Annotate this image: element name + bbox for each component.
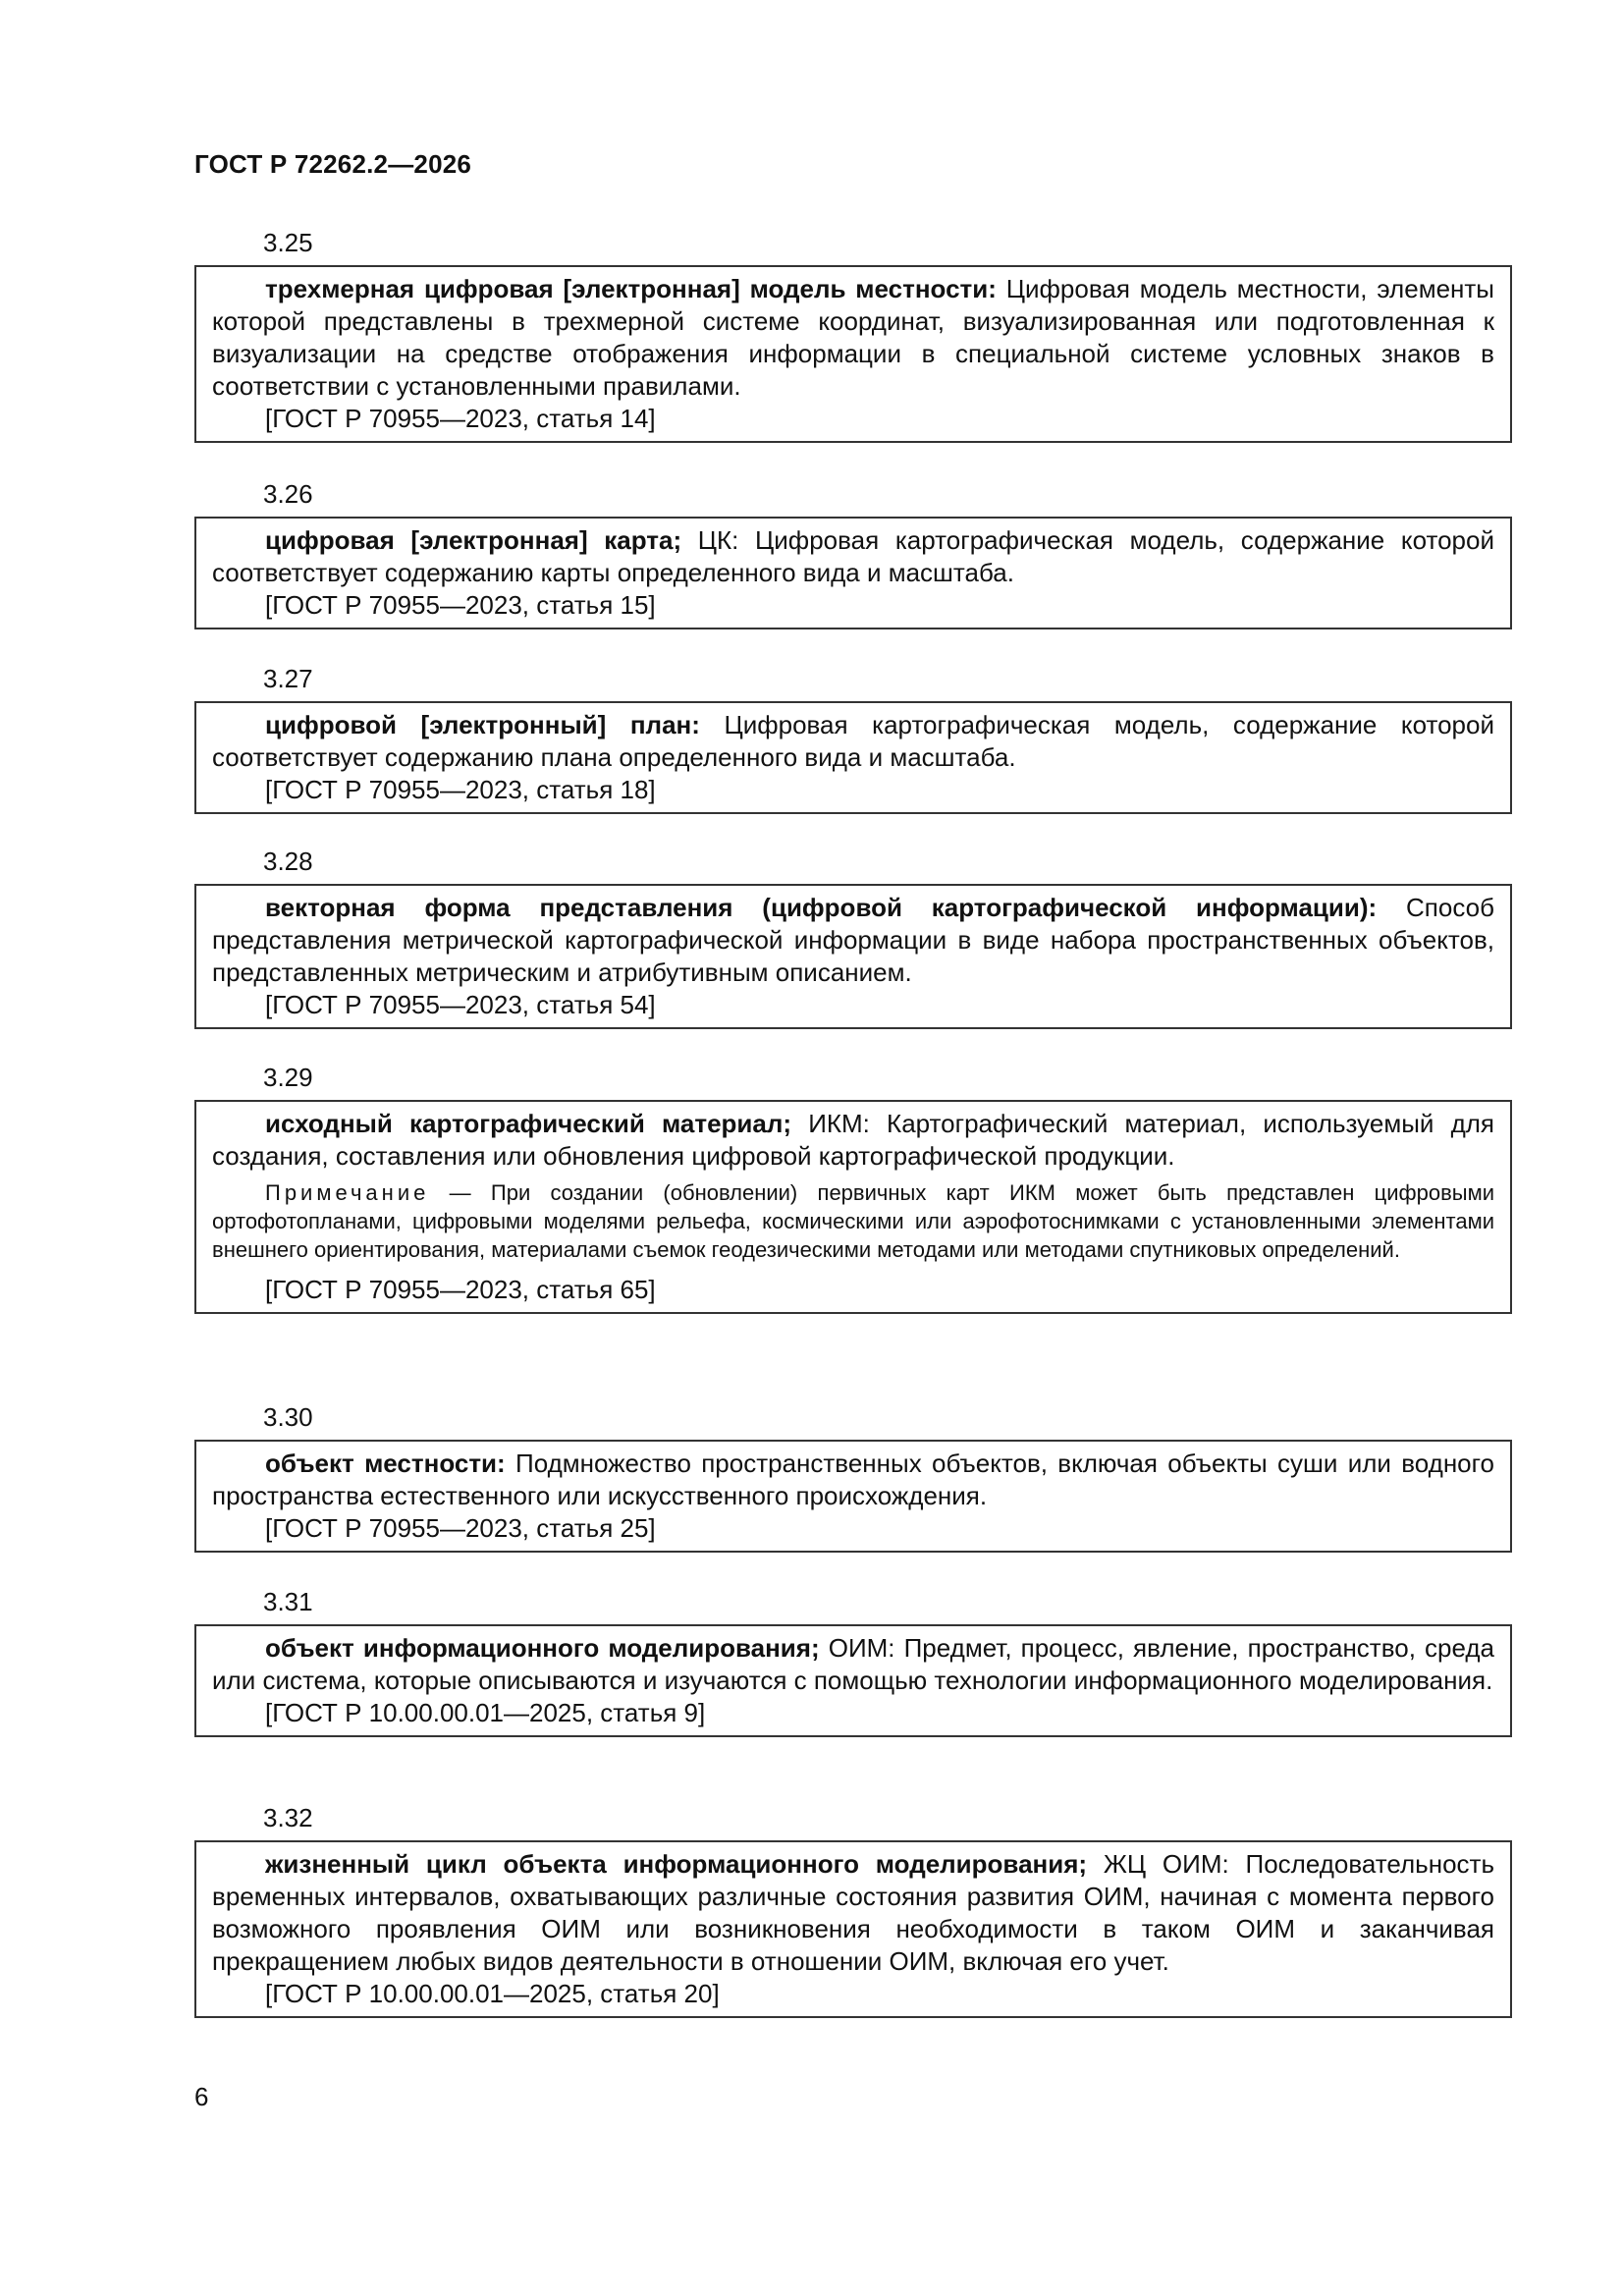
term-definition	[212, 273, 1494, 403]
term-number: 3.28	[263, 847, 313, 876]
term-number: 3.31	[263, 1587, 313, 1616]
term-definition	[212, 1632, 1494, 1697]
term-definition-text: Способ представления метрической картографической информации в виде набора пространственных объектов, представленных метрическим и атрибутивным описанием.	[212, 893, 1494, 987]
page-number: 6	[194, 2082, 209, 2111]
term-number: 3.27	[263, 664, 313, 693]
term-name: цифровая [электронная] карта;	[265, 525, 682, 555]
term-entry	[194, 517, 1512, 629]
term-definition-text: Цифровая модель местности, элементы которой представлены в трехмерной системе координат, визуализированная или подготовленная к визуализации на средстве отображения информации в специальной системе условных знаков в соответствии с установленными правилами.	[212, 274, 1494, 401]
term-definition-text: Цифровая картографическая модель, содержание которой соответствует содержанию плана определенного вида и масштаба.	[212, 710, 1494, 772]
term-entry	[194, 1840, 1512, 2018]
term-number: 3.30	[263, 1402, 313, 1432]
term-source: [ГОСТ Р 70955—2023, статья 18]	[265, 775, 656, 804]
term-number: 3.32	[263, 1803, 313, 1832]
term-name: цифровой [электронный] план:	[265, 710, 700, 739]
term-definition	[212, 1108, 1494, 1173]
term-note	[212, 1178, 1494, 1264]
term-source: [ГОСТ Р 70955—2023, статья 14]	[265, 404, 656, 433]
term-name: объект местности:	[265, 1449, 506, 1478]
term-definition	[212, 524, 1494, 589]
term-number: 3.26	[263, 479, 313, 509]
term-definition-text: ЦК: Цифровая картографическая модель, содержание которой соответствует содержанию карты определенного вида и масштаба.	[212, 525, 1494, 587]
term-source: [ГОСТ Р 70955—2023, статья 54]	[265, 990, 656, 1019]
term-entry	[194, 701, 1512, 814]
term-number: 3.29	[263, 1063, 313, 1092]
note-text: — При создании (обновлении) первичных карт ИКМ может быть представлен цифровыми ортофотопланами, цифровыми моделями рельефа, космическими или аэрофотоснимками с установленными элементами внешнего ориентирования, материалами съемок геодезическими методами или методами спутниковых определений.	[212, 1180, 1494, 1262]
term-source: [ГОСТ Р 10.00.00.01—2025, статья 20]	[265, 1979, 720, 2008]
term-entry	[194, 1624, 1512, 1737]
term-entry	[194, 1100, 1512, 1314]
term-entry	[194, 265, 1512, 443]
term-definition-text: Подмножество пространственных объектов, включая объекты суши или водного пространства естественного или искусственного происхождения.	[212, 1449, 1495, 1510]
term-name: жизненный цикл объекта информационного моделирования;	[265, 1849, 1088, 1879]
term-definition-text: ИКМ: Картографический материал, используемый для создания, составления или обновления цифровой картографической продукции.	[212, 1109, 1494, 1171]
term-source: [ГОСТ Р 70955—2023, статья 15]	[265, 590, 656, 620]
term-definition-text: ЖЦ ОИМ: Последовательность временных интервалов, охватывающих различные состояния развития ОИМ, начиная с момента первого возможного проявления ОИМ или возникновения необходимости в таком ОИМ и заканчивая прекращением любых видов деятельности в отношении ОИМ, включая его учет.	[212, 1849, 1494, 1976]
term-definition	[212, 1448, 1494, 1512]
term-entry	[194, 884, 1512, 1029]
term-source: [ГОСТ Р 70955—2023, статья 65]	[265, 1275, 656, 1304]
term-definition	[212, 1848, 1494, 1978]
term-name: трехмерная цифровая [электронная] модель местности:	[265, 274, 997, 303]
term-source: [ГОСТ Р 70955—2023, статья 25]	[265, 1513, 656, 1543]
term-number: 3.25	[263, 228, 313, 257]
document-header: ГОСТ Р 72262.2—2026	[194, 149, 472, 179]
term-name: векторная форма представления (цифровой картографической информации):	[265, 893, 1378, 922]
term-definition	[212, 709, 1494, 774]
note-label: Примечание	[265, 1180, 430, 1205]
term-source: [ГОСТ Р 10.00.00.01—2025, статья 9]	[265, 1698, 706, 1727]
term-name: объект информационного моделирования;	[265, 1633, 820, 1663]
term-entry	[194, 1440, 1512, 1553]
term-definition-text: ОИМ: Предмет, процесс, явление, пространство, среда или система, которые описываются и изучаются с помощью технологии информационного моделирования.	[212, 1633, 1494, 1695]
term-definition	[212, 892, 1494, 989]
term-name: исходный картографический материал;	[265, 1109, 792, 1138]
